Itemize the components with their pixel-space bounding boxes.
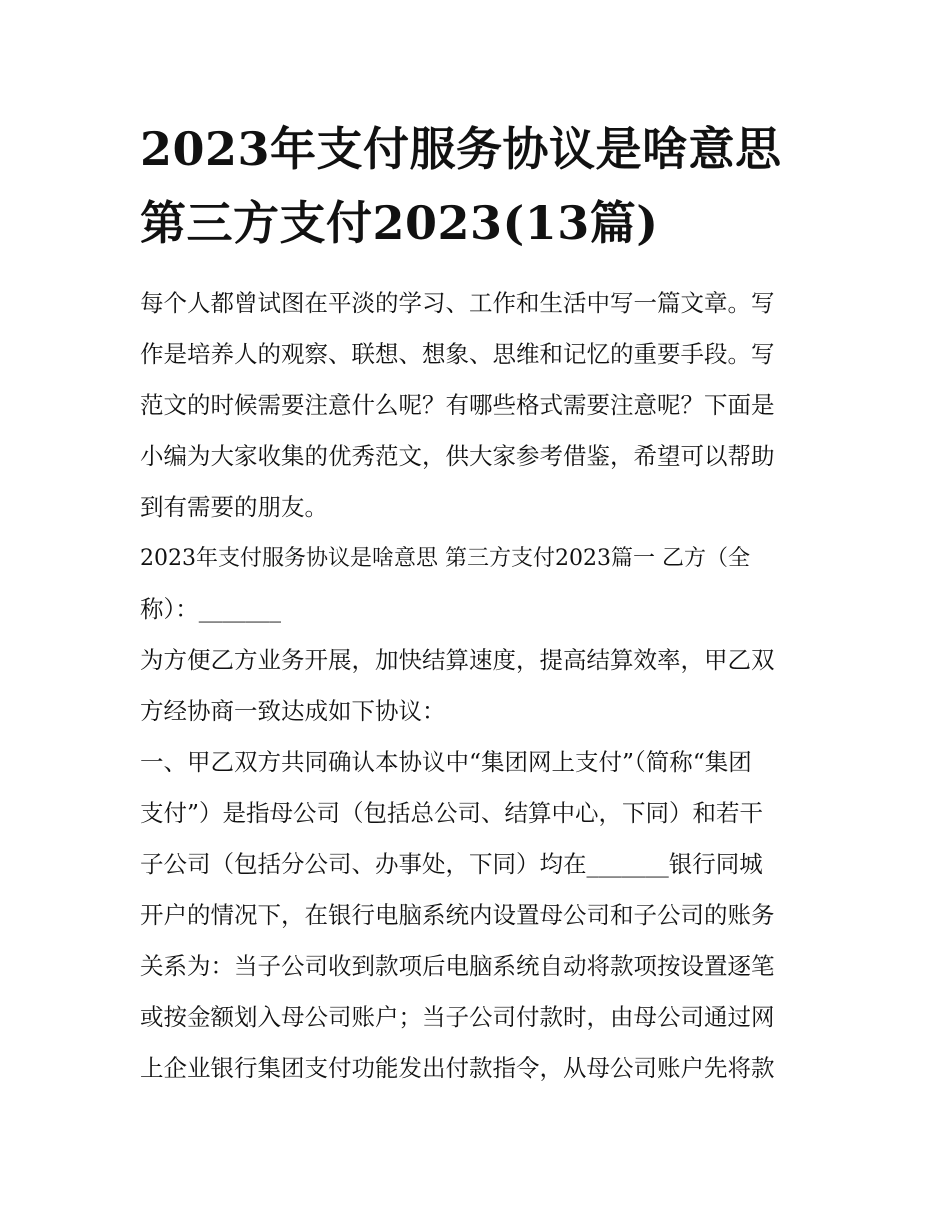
document-title	[140, 112, 820, 260]
body-line: 为方便乙方业务开展，加快结算速度，提高结算效率，甲乙双	[140, 646, 775, 674]
body-line: 每个人都曾试图在平淡的学习、工作和生活中写一篇文章。写	[140, 289, 775, 317]
body-line: 上企业银行集团支付功能发出付款指令，从母公司账户先将款	[140, 1054, 775, 1082]
body-line: 一、甲乙双方共同确认本协议中“集团网上支付”（简称“集团	[140, 748, 752, 776]
body-line: 方经协商一致达成如下协议：	[140, 697, 446, 725]
body-line: 范文的时候需要注意什么呢？有哪些格式需要注意呢？下面是	[140, 391, 775, 419]
body-line: 关系为：当子公司收到款项后电脑系统自动将款项按设置逐笔	[140, 952, 775, 980]
body-line: 2023年支付服务协议是啥意思 第三方支付2023篇一 乙方（全	[140, 546, 750, 571]
body-line: 开户的情况下，在银行电脑系统内设置母公司和子公司的账务	[140, 901, 775, 929]
body-line: 或按金额划入母公司账户；当子公司付款时，由母公司通过网	[140, 1003, 775, 1031]
title-line-2: 第三方支付2023(13篇)	[140, 196, 659, 250]
body-line: 支付”）是指母公司（包括总公司、结算中心，下同）和若干	[140, 799, 764, 827]
body-line: 子公司（包括分公司、办事处，下同）均在_______银行同城	[140, 850, 763, 878]
title-line-1: 2023年支付服务协议是啥意思	[140, 122, 782, 176]
document-body	[140, 278, 820, 1094]
body-line: 小编为大家收集的优秀范文，供大家参考借鉴，希望可以帮助	[140, 442, 775, 470]
body-line: 到有需要的朋友。	[140, 493, 328, 521]
body-line: 作是培养人的观察、联想、想象、思维和记忆的重要手段。写	[140, 340, 775, 368]
body-line: 称）：_______	[140, 595, 281, 623]
